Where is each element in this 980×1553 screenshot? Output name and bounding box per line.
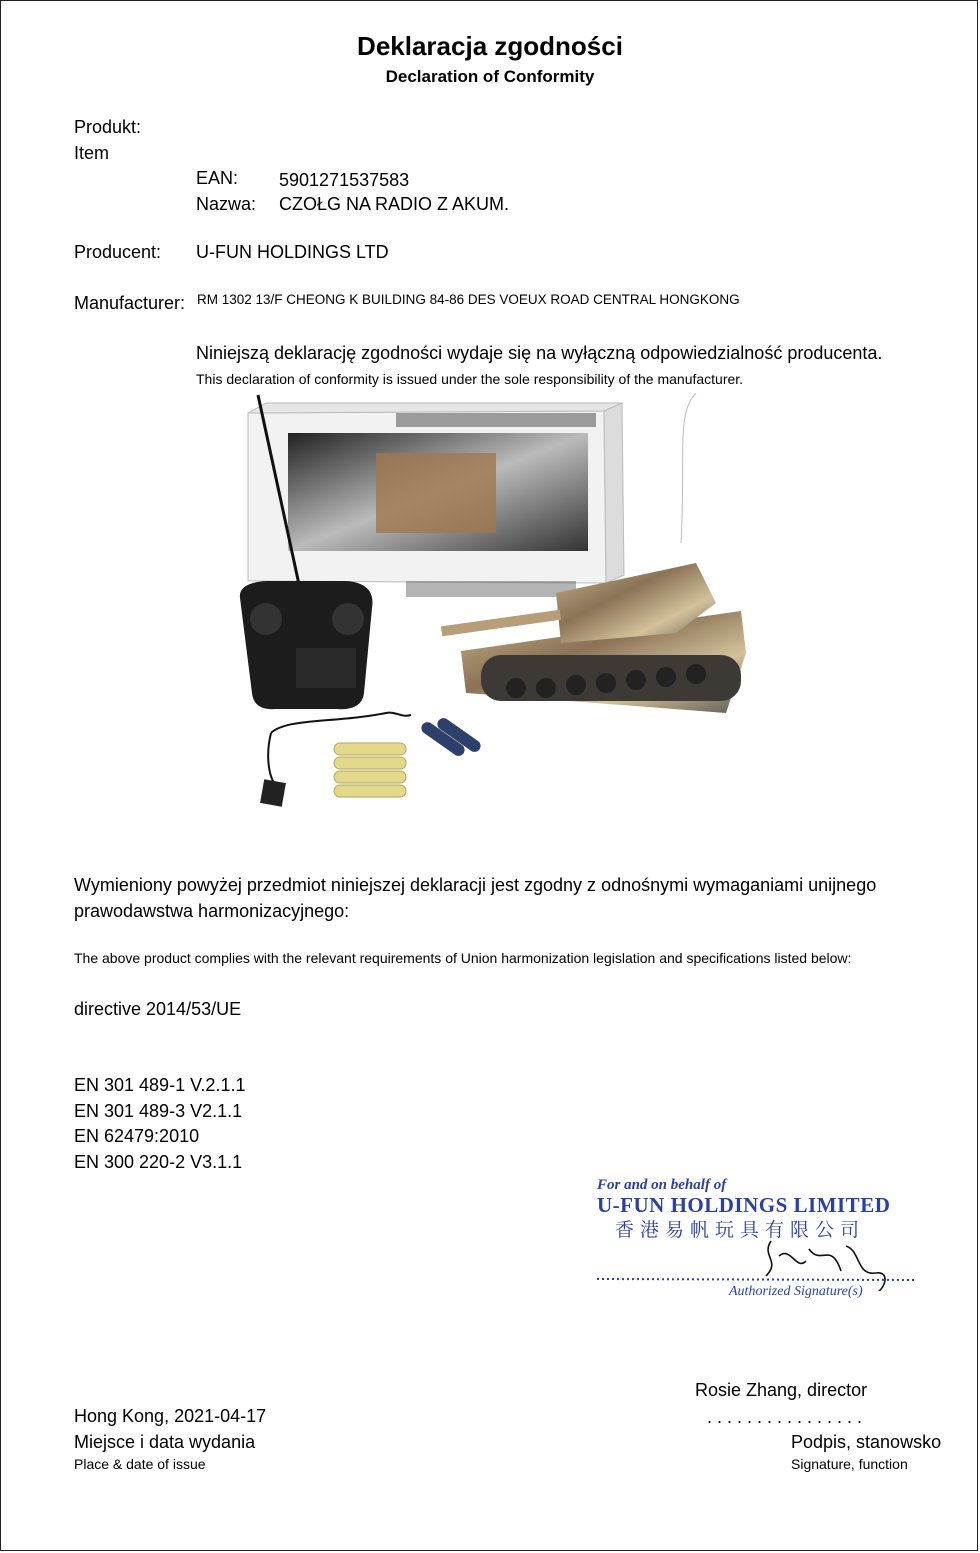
stamp-line1: For and on behalf of	[597, 1177, 727, 1193]
ean-value: 5901271537583	[279, 170, 410, 190]
page-subtitle: Declaration of Conformity	[385, 67, 595, 86]
signatory-name: Rosie Zhang, director	[695, 1380, 868, 1400]
manufacturer-address: RM 1302 13/F CHEONG K BUILDING 84-86 DES VOEUX ROAD CENTRAL HONGKONG	[197, 292, 740, 307]
signature-label-pl: Podpis, stanowsko	[791, 1432, 942, 1452]
conformity-pl-line1: Wymieniony powyżej przedmiot niniejszej deklaracji jest zgodny z odnośnymi wymaganiami unijnego	[74, 875, 877, 895]
standard-item: EN 62479:2010	[74, 1126, 200, 1146]
product-label-pl: Produkt:	[74, 117, 142, 137]
directive: directive 2014/53/UE	[74, 999, 242, 1019]
standard-item: EN 301 489-3 V2.1.1	[74, 1101, 243, 1121]
issue-place-date: Hong Kong, 2021-04-17	[74, 1406, 267, 1426]
manufacturer-label: Manufacturer:	[74, 293, 186, 313]
page-title: Deklaracja zgodności	[357, 31, 623, 61]
product-photo	[226, 393, 766, 813]
stamp-company: U-FUN HOLDINGS LIMITED	[597, 1193, 891, 1217]
signature	[591, 1231, 926, 1291]
standard-item: EN 300 220-2 V3.1.1	[74, 1152, 243, 1172]
standard-item: EN 301 489-1 V.2.1.1	[74, 1075, 246, 1095]
stamp-authorized: Authorized Signature(s)	[729, 1284, 863, 1299]
issue-label-pl: Miejsce i data wydania	[74, 1432, 256, 1452]
issue-label-en: Place & date of issue	[74, 1456, 206, 1472]
producer-label: Producent:	[74, 242, 162, 262]
ean-label: EAN:	[196, 168, 239, 188]
conformity-pl-line2: prawodawstwa harmonizacyjnego:	[74, 901, 350, 921]
name-label: Nazwa:	[196, 194, 257, 214]
signature-dots: . . . . . . . . . . . . . . . .	[707, 1407, 863, 1427]
stamp-company-chinese: 香港易帆玩具有限公司	[615, 1219, 866, 1241]
responsibility-en: This declaration of conformity is issued under the sole responsibility of the manufacturer.	[196, 371, 744, 387]
producer-value: U-FUN HOLDINGS LTD	[196, 242, 389, 262]
product-label-en: Item	[74, 143, 110, 163]
signature-label-en: Signature, function	[791, 1456, 908, 1472]
responsibility-pl: Niniejszą deklarację zgodności wydaje się na wyłączną odpowiedzialność producenta.	[196, 343, 883, 363]
name-value: CZOŁG NA RADIO Z AKUM.	[279, 194, 510, 214]
conformity-en: The above product complies with the relevant requirements of Union harmonization legislation and specifications listed below:	[74, 950, 852, 966]
